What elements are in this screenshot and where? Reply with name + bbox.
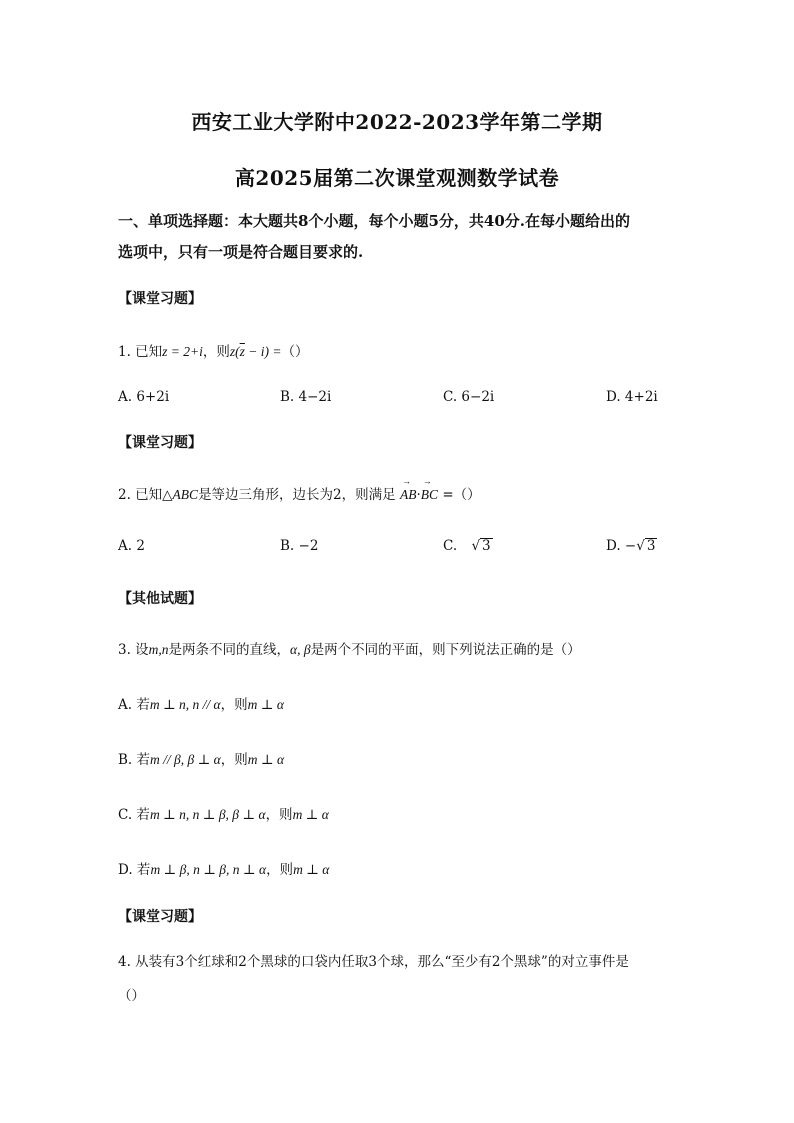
q3-option-b-conclusion: m ⊥ α — [247, 752, 285, 767]
q2-option-d-radicand: 3 — [646, 538, 656, 554]
q2-option-c-label: C. — [443, 538, 458, 554]
q3-option-a-math: m ⊥ n, n // α — [149, 697, 221, 712]
q3-option-d-mid: ，则 — [266, 862, 294, 878]
q2-vector-bc: → BC — [421, 487, 438, 503]
q2-stem-mid: 是等边三角形，边长为2，则满足 — [198, 487, 396, 503]
q3-option-a-mid: ，则 — [220, 697, 248, 713]
q3-option-b-math: m // β, β ⊥ α — [150, 752, 221, 767]
q2-dot: · — [416, 487, 421, 503]
q1-math-expr — [230, 344, 282, 359]
q3-option-c — [118, 803, 329, 823]
question-4-stem-line-2: （） — [118, 988, 145, 1004]
question-1-tag: 【课堂习题】 — [118, 291, 202, 307]
question-3-tag: 【其他试题】 — [118, 591, 202, 607]
q1-stem-mid: ，则 — [202, 344, 230, 360]
q1-option-c: C. 6−2i — [443, 389, 495, 405]
section-heading — [118, 206, 678, 268]
q2-option-d-label: D. − — [606, 538, 637, 554]
q3-stem-mid: 是两条不同的直线， — [168, 642, 291, 658]
q2-stem-prefix: 2. 已知 — [118, 487, 163, 503]
question-3-stem — [118, 638, 581, 658]
question-2-stem — [118, 483, 481, 503]
q1-stem-prefix: 1. 已知 — [118, 344, 163, 360]
q3-option-d-label: D. 若 — [118, 862, 151, 878]
q3-stem-post: 是两个不同的平面，则下列说法正确的是（） — [310, 642, 581, 658]
question-2-tag: 【课堂习题】 — [118, 435, 202, 451]
question-1-stem — [118, 340, 309, 360]
section-heading-line-1: 一、单项选择题：本大题共8个小题，每个小题5分，共40分.在每小题给出的 — [118, 212, 630, 230]
q3-option-c-math: m ⊥ n, n ⊥ β, β ⊥ α — [149, 807, 266, 822]
q3-stem-prefix: 3. 设 — [118, 642, 149, 658]
q1-option-b: B. 4−2i — [280, 389, 332, 405]
q2-option-c-sqrt-symbol: √ 3 — [471, 538, 491, 554]
q1-math-expr-c: − i) = — [244, 344, 282, 359]
q2-math-triangle: △ABC — [162, 487, 199, 502]
q2-stem-paren: =（） — [442, 487, 481, 503]
q3-option-c-conclusion: m ⊥ α — [292, 807, 329, 822]
q3-option-b-mid: ，则 — [220, 752, 248, 768]
q3-math-lines: m,n — [148, 642, 169, 657]
q2-option-d-sqrt-symbol: √ 3 — [636, 538, 656, 554]
q3-option-c-mid: ，则 — [265, 807, 293, 823]
question-4-tag: 【课堂习题】 — [118, 909, 202, 925]
exam-paper-title: 高2025届第二次课堂观测数学试卷 — [234, 166, 560, 190]
q3-option-b-label: B. 若 — [118, 752, 151, 768]
exam-school-title: 西安工业大学附中2022-2023学年第二学期 — [191, 110, 603, 134]
q2-option-d — [606, 538, 657, 554]
q1-math-expr-a: z( — [229, 344, 240, 359]
q1-math-zbar: $\overline{z}$ — [239, 344, 245, 359]
q1-option-d: D. 4+2i — [606, 389, 658, 405]
q1-math-z: z = 2+i — [162, 344, 203, 359]
q3-math-planes: α, β — [290, 642, 311, 657]
q3-option-d — [118, 858, 329, 878]
q3-option-c-label: C. 若 — [118, 807, 150, 823]
q3-option-b — [118, 748, 284, 768]
q3-option-a — [118, 693, 284, 713]
q3-option-d-conclusion: m ⊥ α — [293, 862, 330, 877]
q3-option-a-label: A. 若 — [118, 697, 150, 713]
q3-option-d-math: m ⊥ β, n ⊥ β, n ⊥ α — [150, 862, 267, 877]
question-4-stem-line-1: 4. 从装有3个红球和2个黑球的口袋内任取3个球，那么“至少有2个黑球”的对立事件是 — [118, 954, 629, 970]
q1-stem-paren: （） — [281, 344, 309, 360]
q2-option-a: A. 2 — [118, 538, 145, 554]
q2-option-b: B. −2 — [280, 538, 319, 554]
q2-vector-ab: → AB — [400, 487, 417, 503]
q2-option-c-radicand: 3 — [482, 538, 491, 554]
section-heading-line-2: 选项中，只有一项是符合题目要求的. — [118, 243, 364, 261]
q3-option-a-conclusion: m ⊥ α — [247, 697, 284, 712]
q1-option-a: A. 6+2i — [118, 389, 170, 405]
q2-option-c — [443, 538, 493, 554]
